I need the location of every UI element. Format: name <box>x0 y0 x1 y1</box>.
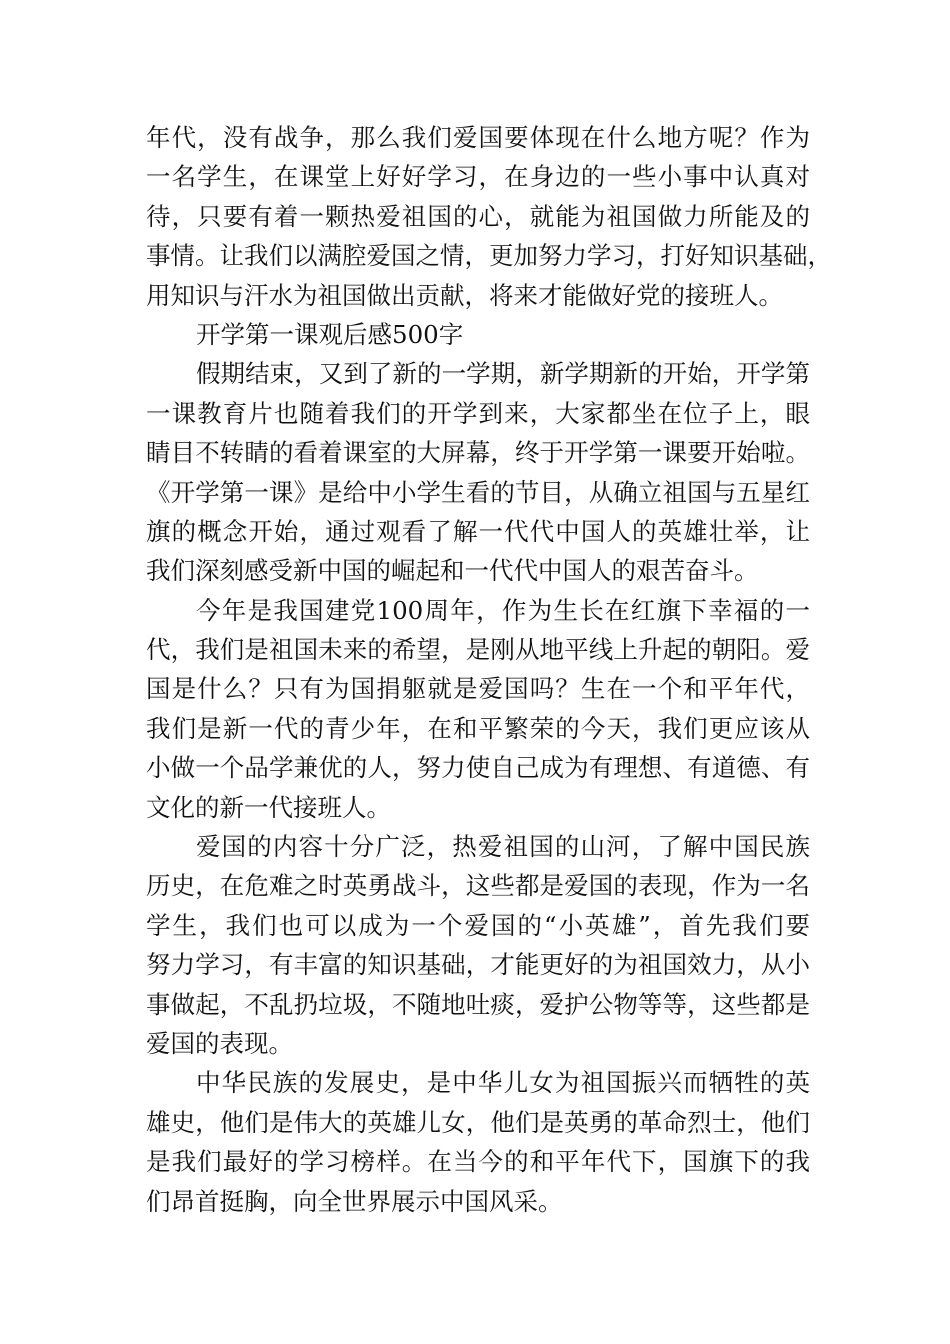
text-line: 今年是我国建党100周年，作为生长在红旗下幸福的一 <box>196 595 810 625</box>
text-line: 一课教育片也随着我们的开学到来，大家都坐在位子上，眼 <box>146 398 810 428</box>
text-line: 学生，我们也可以成为一个爱国的“小英雄”，首先我们要 <box>146 910 810 940</box>
text-line: 代，我们是祖国未来的希望，是刚从地平线上升起的朝阳。爱 <box>146 635 810 665</box>
text-line: 国是什么？只有为国捐躯就是爱国吗？生在一个和平年代， <box>146 674 810 704</box>
text-line: 历史，在危难之时英勇战斗，这些都是爱国的表现，作为一名 <box>146 871 810 901</box>
text-line: 一名学生，在课堂上好好学习，在身边的一些小事中认真对 <box>146 162 810 192</box>
text-line: 事情。让我们以满腔爱国之情，更加努力学习，打好知识基础， <box>146 241 832 271</box>
text-line: 文化的新一代接班人。 <box>146 792 391 822</box>
text-line: 我们是新一代的青少年，在和平繁荣的今天，我们更应该从 <box>146 713 810 743</box>
text-line: 爱国的内容十分广泛，热爱祖国的山河，了解中国民族 <box>196 832 810 862</box>
text-line: 用知识与汗水为祖国做出贡献，将来才能做好党的接班人。 <box>146 280 783 310</box>
text-line: 我们深刻感受新中国的崛起和一代代中国人的艰苦奋斗。 <box>146 556 759 586</box>
text-line: 爱国的表现。 <box>146 1028 293 1058</box>
text-line: 年代，没有战争，那么我们爱国要体现在什么地方呢？作为 <box>146 123 810 152</box>
text-line: 雄史，他们是伟大的英雄儿女，他们是英勇的革命烈士，他们 <box>146 1107 810 1137</box>
text-line: 们昂首挺胸，向全世界展示中国风采。 <box>146 1186 563 1216</box>
document-body <box>146 118 832 1221</box>
text-line: 努力学习，有丰富的知识基础，才能更好的为祖国效力，从小 <box>146 950 810 980</box>
text-line: 假期结束，又到了新的一学期，新学期新的开始，开学第 <box>196 359 810 389</box>
text-line: 事做起，不乱扔垃圾，不随地吐痰，爱护公物等等，这些都是 <box>146 989 810 1019</box>
text-line: 《开学第一课》是给中小学生看的节目，从确立祖国与五星红 <box>146 477 810 507</box>
text-line: 中华民族的发展史，是中华儿女为祖国振兴而牺牲的英 <box>196 1068 810 1098</box>
text-line: 旗的概念开始，通过观看了解一代代中国人的英雄壮举，让 <box>146 516 810 546</box>
text-line: 是我们最好的学习榜样。在当今的和平年代下，国旗下的我 <box>146 1147 810 1177</box>
text-line: 小做一个品学兼优的人，努力使自己成为有理想、有道德、有 <box>146 753 810 783</box>
section-heading: 开学第一课观后感500字 <box>196 319 464 349</box>
text-line: 睛目不转睛的看着课室的大屏幕，终于开学第一课要开始啦。 <box>146 438 810 468</box>
text-line: 待，只要有着一颗热爱祖国的心，就能为祖国做力所能及的 <box>146 201 810 231</box>
